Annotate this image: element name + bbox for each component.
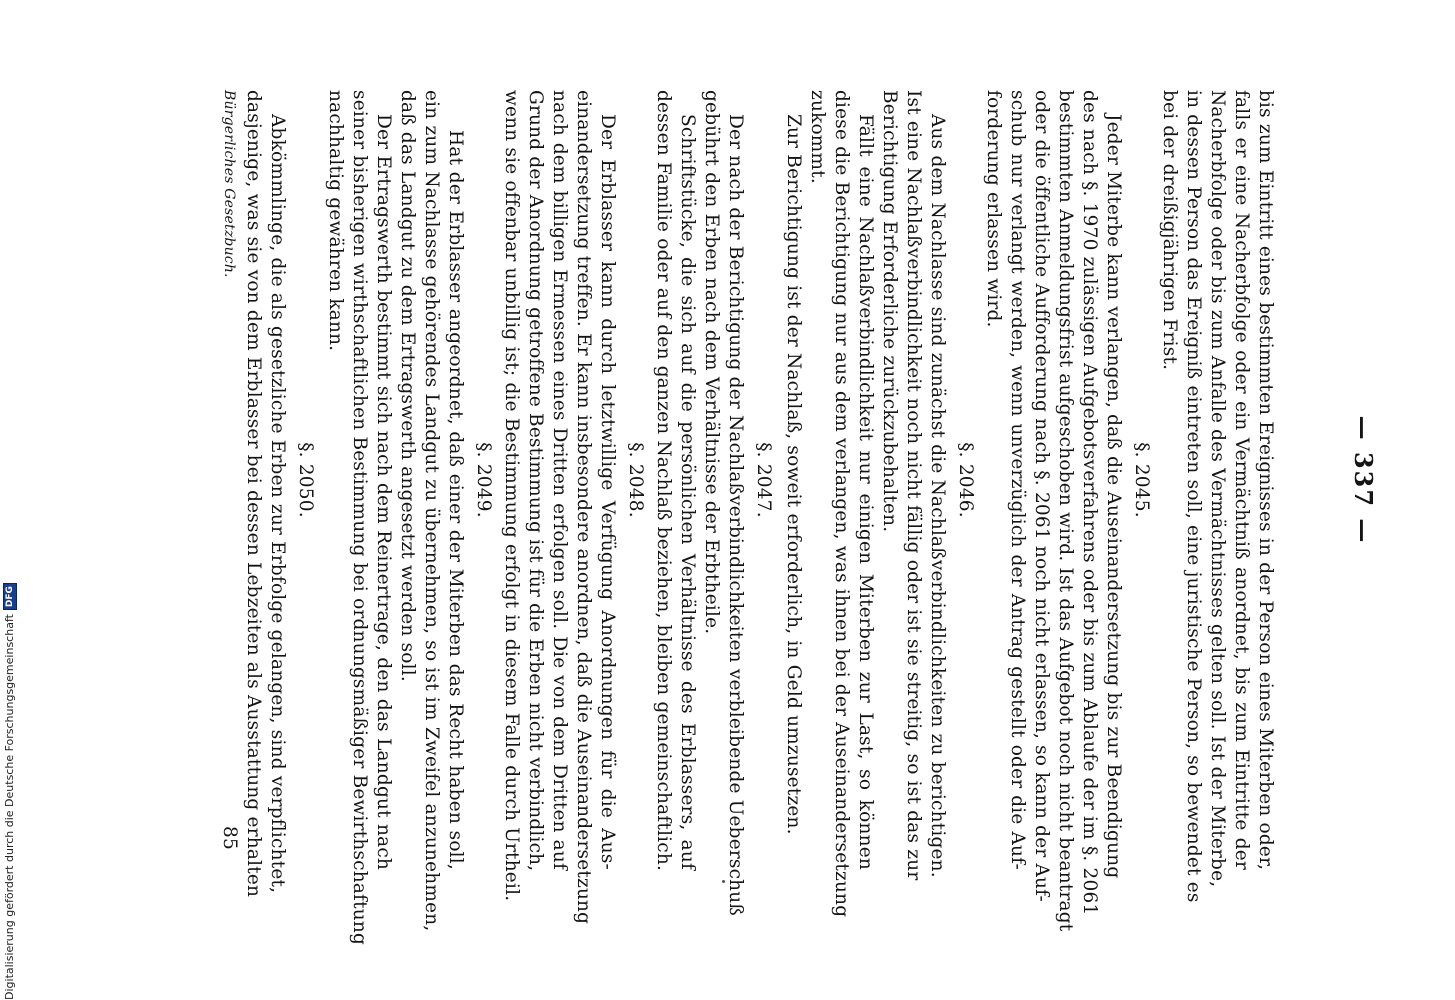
rotated-page-content <box>85 90 1378 946</box>
text-line: in dessen Person das Ereigniß eintreten soll, eine juristische Person, so bewendet es <box>1183 90 1204 903</box>
text-line: daß das Landgut zu dem Ertragswerth angesetzt werden soll. <box>397 90 418 682</box>
text-line: gebührt den Erben nach dem Verhältnisse der Erbtheile. <box>701 90 722 635</box>
text-line: Abkömmlinge, die als gesetzliche Erben zur Erbfolge gelangen, sind verpflichtet, <box>267 114 288 894</box>
section-heading: §. 2046. <box>955 442 976 518</box>
text-line: dessen Familie oder auf den ganzen Nachlaß beziehen, bleiben gemeinschaftlich. <box>653 90 674 872</box>
text-line: oder die öffentliche Aufforderung nach §. 2061 noch nicht erlassen, so kann der Auf- <box>1031 90 1052 902</box>
scan-speck <box>722 880 725 883</box>
text-line: schub nur verlangt werden, wenn unverzüglich der Antrag gestellt oder die Auf- <box>1007 90 1028 870</box>
section-heading: §. 2048. <box>625 442 646 518</box>
text-line: ein zum Nachlasse gehörendes Landgut zu übernehmen, so ist im Zweifel anzunehmen, <box>421 90 442 932</box>
text-line: Der Ertragswerth bestimmt sich nach dem Reinertrage, den das Landgut nach <box>373 114 394 870</box>
text-line: Nacherbfolge oder bis zum Anfalle des Vermächtnisses gelten soll. Ist der Miterbe, <box>1207 90 1228 888</box>
text-line: Jeder Miterbe kann verlangen, daß die Auseinandersetzung bis zur Beendigung <box>1103 114 1124 879</box>
text-line: bei der dreißigjährigen Frist. <box>1159 90 1180 371</box>
text-line: Aus dem Nachlasse sind zunächst die Nachlaßverbindlichkeiten zu berichtigen. <box>927 114 948 878</box>
text-line: Grund der Anordnung getroffene Bestimmung ist für die Erben nicht verbindlich, <box>525 90 546 872</box>
footer-signature: Bürgerliches Gesetzbuch. <box>221 90 237 278</box>
text-line: Fällt eine Nachlaßverbindlichkeit nur einigen Miterben zur Last, so können <box>855 114 876 870</box>
text-line: des nach §. 1970 zulässigen Aufgebotsverfahrens oder bis zum Ablaufe der im §. 2061 <box>1079 90 1100 916</box>
text-line: Ist eine Nachlaßverbindlichkeit noch nicht fällig oder ist sie streitig, so ist das zur <box>903 90 924 881</box>
text-line: nachhaltig gewähren kann. <box>325 90 346 352</box>
digitization-credit-text: Digitalisierung gefördert durch die Deutsche Forschungsgemeinschaft <box>3 614 16 1000</box>
page-number: — 337 — <box>1349 415 1378 545</box>
text-line: Der nach der Berichtigung der Nachlaßverbindlichkeiten verbleibende Ueberschuß <box>725 114 746 916</box>
text-line: Hat der Erblasser angeordnet, daß einer der Miterben das Recht haben soll, <box>445 130 466 870</box>
text-line: Der Erblasser kann durch letztwillige Verfügung Anordnungen für die Aus- <box>597 114 618 870</box>
text-line: falls er eine Nacherbfolge oder ein Vermächtniß anordnet, bis zum Eintritte der <box>1231 90 1252 870</box>
text-line: forderung erlassen wird. <box>983 90 1004 328</box>
text-line: dasjenige, was sie von dem Erblasser bei dessen Lebzeiten als Ausstattung erhalten <box>243 90 264 898</box>
text-line: zukommt. <box>807 90 828 185</box>
text-line: einandersetzung treffen. Er kann insbesondere anordnen, daß die Auseinandersetzung <box>573 90 594 925</box>
section-heading: §. 2047. <box>753 442 774 518</box>
section-heading: §. 2050. <box>295 442 316 518</box>
text-line: seiner bisherigen wirthschaftlichen Bestimmung bei ordnungsmäßiger Bewirthschaftung <box>349 90 370 946</box>
text-line: bestimmten Anmeldungsfrist aufgeschoben wird. Ist das Aufgebot noch nicht beantragt <box>1055 90 1076 932</box>
text-line: Zur Berichtigung ist der Nachlaß, soweit erforderlich, in Geld umzusetzen. <box>783 114 804 835</box>
dfg-logo-icon: DFG <box>3 583 17 610</box>
text-line: diese die Berichtigung nur aus dem verlangen, was ihnen bei der Auseinandersetzung <box>831 90 852 918</box>
sheet-number: 85 <box>219 826 240 850</box>
text-line: Schriftstücke, die sich auf die persönlichen Verhältnisse des Erblassers, auf <box>677 114 698 870</box>
text-line: bis zum Eintritt eines bestimmten Ereignisses in der Person eines Miterben oder, <box>1255 90 1276 871</box>
text-line: Berichtigung Erforderliche zurückzubehalten. <box>879 90 900 533</box>
text-line: nach dem billigen Ermessen eines Dritten erfolgen soll. Die von dem Dritten auf <box>549 90 570 870</box>
digitization-credit <box>2 0 18 1000</box>
text-line: wenn sie offenbar unbillig ist; die Bestimmung erfolgt in diesem Falle durch Urtheil. <box>501 90 522 902</box>
section-heading: §. 2045. <box>1131 442 1152 518</box>
section-heading: §. 2049. <box>473 442 494 518</box>
